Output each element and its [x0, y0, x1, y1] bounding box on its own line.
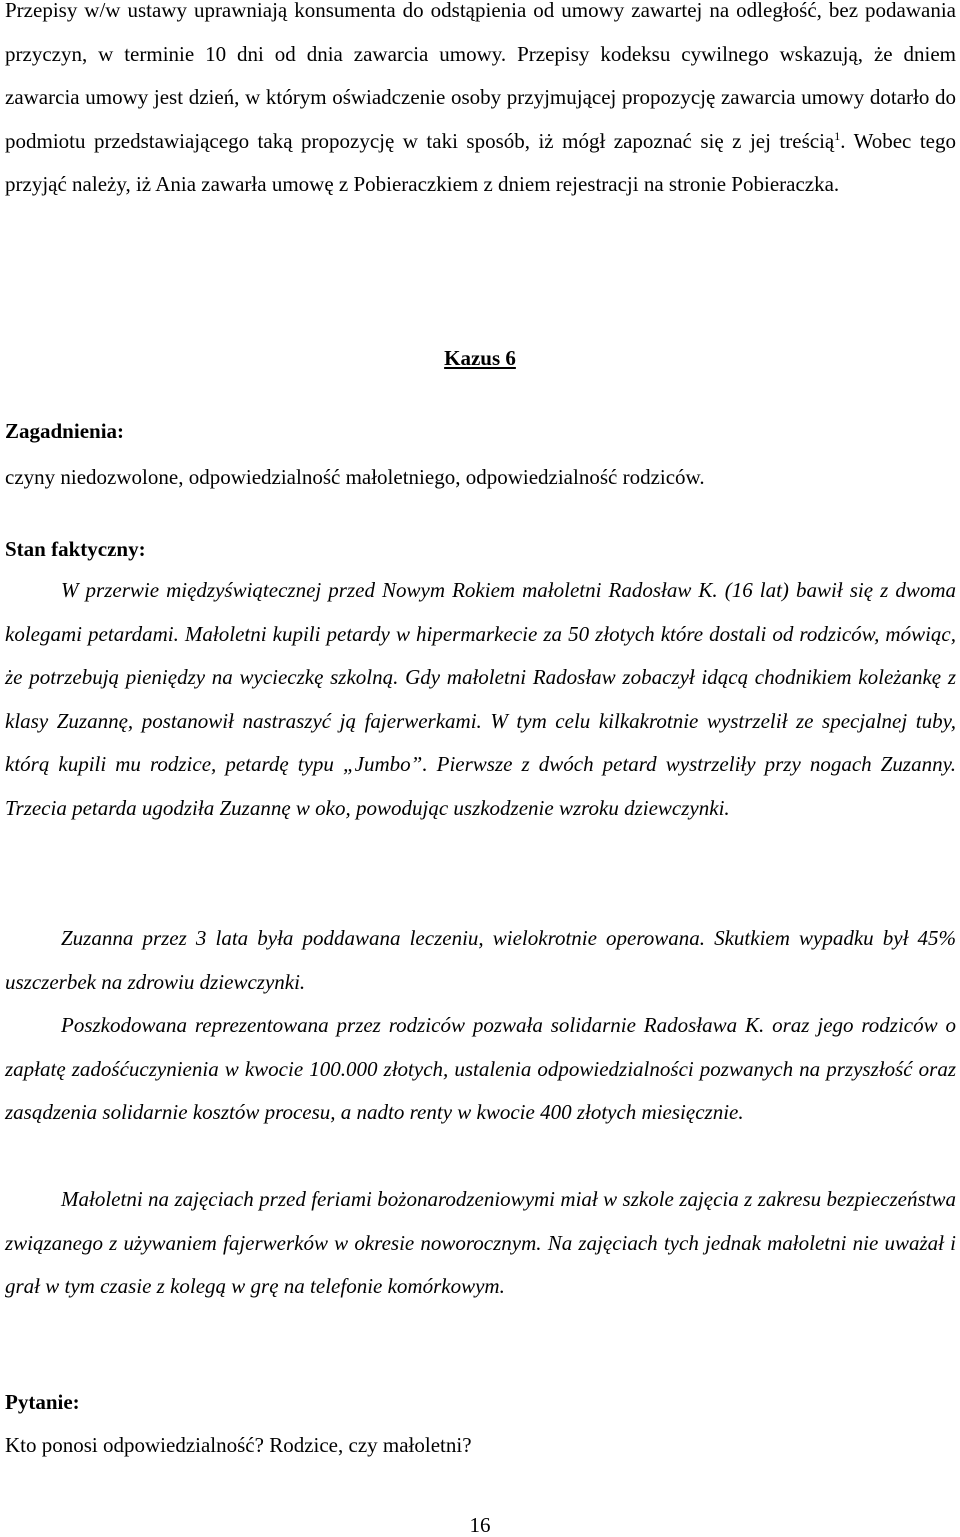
issues-text: czyny niedozwolone, odpowiedzialność małoletniego, odpowiedzialność rodziców.: [5, 465, 705, 489]
facts-paragraph: W przerwie międzyświątecznej przed Nowym Rokiem małoletni Radosław K. (16 lat) bawił się z dwoma kolegami petardami. Małoletni kupili petardy w hipermarkecie za 50 złotych które dostali od rodziców, mówiąc, że potrzebują pieniędzy na wycieczkę szkolną. Gdy małoletni Radosław zobaczył idącą chodnikiem koleżankę z klasy Zuzannę, postanowił nastraszyć ją fajerwerkami. W tym celu kilkakrotnie wystrzelił ze specjalnej tuby, którą kupili mu rodzice, petardę typu „Jumbo”. Pierwsze z dwóch petard wystrzeliły przy nogach Zuzanny. Trzecia petarda ugodziła Zuzannę w oko, powodując uszkodzenie wzroku dziewczynki.: [5, 578, 956, 820]
issues-heading: Zagadnienia:: [5, 419, 125, 443]
facts-paragraph: Zuzanna przez 3 lata była poddawana leczeniu, wielokrotnie operowana. Skutkiem wypadku był 45% uszczerbek na zdrowiu dziewczynki.: [5, 926, 956, 994]
facts-paragraph: Poszkodowana reprezentowana przez rodziców pozwała solidarnie Radosława K. oraz jego rodziców o zapłatę zadośćuczynienia w kwocie 100.000 złotych, ustalenia odpowiedzialności pozwanych na przyszłość oraz zasądzenia solidarnie kosztów procesu, a nadto renty w kwocie 400 złotych miesięcznie.: [5, 1013, 956, 1125]
footnote-marker: 1: [834, 128, 841, 143]
question-heading: Pytanie:: [5, 1390, 80, 1414]
case-title: Kazus 6: [444, 346, 516, 370]
intro-text-continued: . Wobec tego przyjąć należy, iż Ania zawarła umowę z Pobieraczkiem z dniem rejestracji na stronie Pobieraczka.: [5, 128, 957, 197]
page-number: 16: [469, 1513, 491, 1537]
facts-paragraph: Małoletni na zajęciach przed feriami bożonarodzeniowymi miał w szkole zajęcia z zakresu bezpieczeństwa związanego z używaniem fajerwerków w okresie noworocznym. Na zajęciach tych jednak małoletni nie uważał i grał w tym czasie z kolegą w grę na telefonie komórkowym.: [5, 1187, 956, 1299]
intro-text: Przepisy w/w ustawy uprawniają konsumenta do odstąpienia od umowy zawartej na odległość, bez podawania przyczyn, w terminie 10 dni od dnia zawarcia umowy. Przepisy kodeksu cywilnego wskazują, że dniem zawarcia umowy jest dzień, w którym oświadczenie osoby przyjmującej propozycję zawarcia umowy dotarło do podmiotu przedstawiającego taką propozycję w taki sposób, iż mógł zapoznać się z jej treścią: [5, 0, 956, 153]
intro-paragraph: [5, 0, 956, 207]
facts-heading: Stan faktyczny:: [5, 537, 146, 561]
question-text: Kto ponosi odpowiedzialność? Rodzice, czy małoletni?: [5, 1433, 472, 1457]
